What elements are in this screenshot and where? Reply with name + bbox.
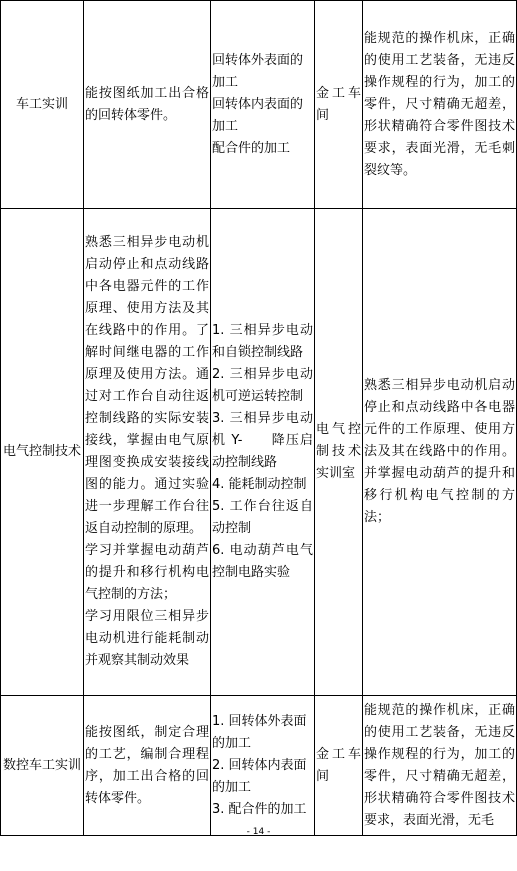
course-objective: 能按图纸加工出合格的回转体零件。 — [85, 85, 209, 123]
course-content: 回转体外表面的加工 回转体内表面的加工 配合件的加工 — [212, 52, 304, 156]
course-name-cell — [1, 209, 84, 696]
course-requirement: 能规范的操作机床，正确的使用工艺装备，无违反操作规程的行为，加工的零件，尺寸精确无超差，形状精确符合零件图技术要求，表面光滑，无毛刺裂纹等。 — [364, 30, 515, 178]
requirement-clip — [364, 700, 515, 832]
venue-cell — [315, 696, 363, 836]
requirement-cell — [363, 1, 517, 209]
content-cell — [211, 209, 315, 696]
course-name-cell — [1, 1, 84, 209]
course-requirement: 能规范的操作机床，正确的使用工艺装备，无违反操作规程的行为，加工的零件，尺寸精确无超差，形状精确符合零件图技术要求，表面光滑，无毛 — [364, 702, 515, 828]
page-number: - 14 - — [246, 827, 271, 837]
objective-cell — [84, 696, 211, 836]
objective-cell — [84, 209, 211, 696]
content-cell — [211, 696, 315, 836]
course-requirement: 熟悉三相异步电动机启动停止和点动线路中各电器元件的工作原理、使用方法及其在线路中的作用。并掌握电动葫芦的提升和移行机构电气控制的方法； — [364, 378, 515, 525]
course-name-cell — [1, 696, 84, 836]
requirement-cell — [363, 209, 517, 696]
course-venue: 金工车间 — [316, 746, 361, 784]
venue-cell — [315, 1, 363, 209]
course-name: 数控车工实训 — [2, 757, 81, 773]
table-row — [1, 1, 517, 209]
course-objective: 能按图纸，制定合理的工艺，编制合理程序，加工出合格的回转体零件。 — [85, 724, 209, 806]
venue-cell — [315, 209, 363, 696]
course-venue: 金工车间 — [316, 85, 361, 123]
content-cell — [211, 1, 315, 209]
course-name: 电气控制技术 — [2, 444, 81, 459]
course-content: 1. 三相异步电动和自锁控制线路 2. 三相异步电动机可逆运转控制 3. 三相异步电动机 Y- 降压启动控制线路 4. 能耗制动控制 5. 工作台往返自动控制 6. 电动葫芦电气控制电路实验 — [212, 323, 313, 580]
course-venue: 电气控制技术实训室 — [316, 422, 361, 481]
course-name: 车工实训 — [15, 96, 68, 112]
course-objective: 熟悉三相异步电动机启动停止和点动线路中各电器元件的工作原理、使用方法及其在线路中的作用。了解时间继电器的工作原理及使用方法。通过对工作台自动往返控制线路的实际安装接线，掌握由电气原理图变换成安装接线图的能力。通过实验进一步理解工作台往返自动控制的原理。 学习并掌握电动葫芦的提升和移行机构电气控制的方法； 学习用限位三相异步电动机进行能耗制动并观察其制动效果 — [85, 235, 209, 668]
course-content: 1. 回转体外表面的加工 2. 回转体内表面的加工 3. 配合件的加工 — [212, 713, 307, 817]
requirement-cell — [363, 696, 517, 836]
table-row — [1, 696, 517, 836]
table-row — [1, 209, 517, 696]
objective-cell — [84, 1, 211, 209]
